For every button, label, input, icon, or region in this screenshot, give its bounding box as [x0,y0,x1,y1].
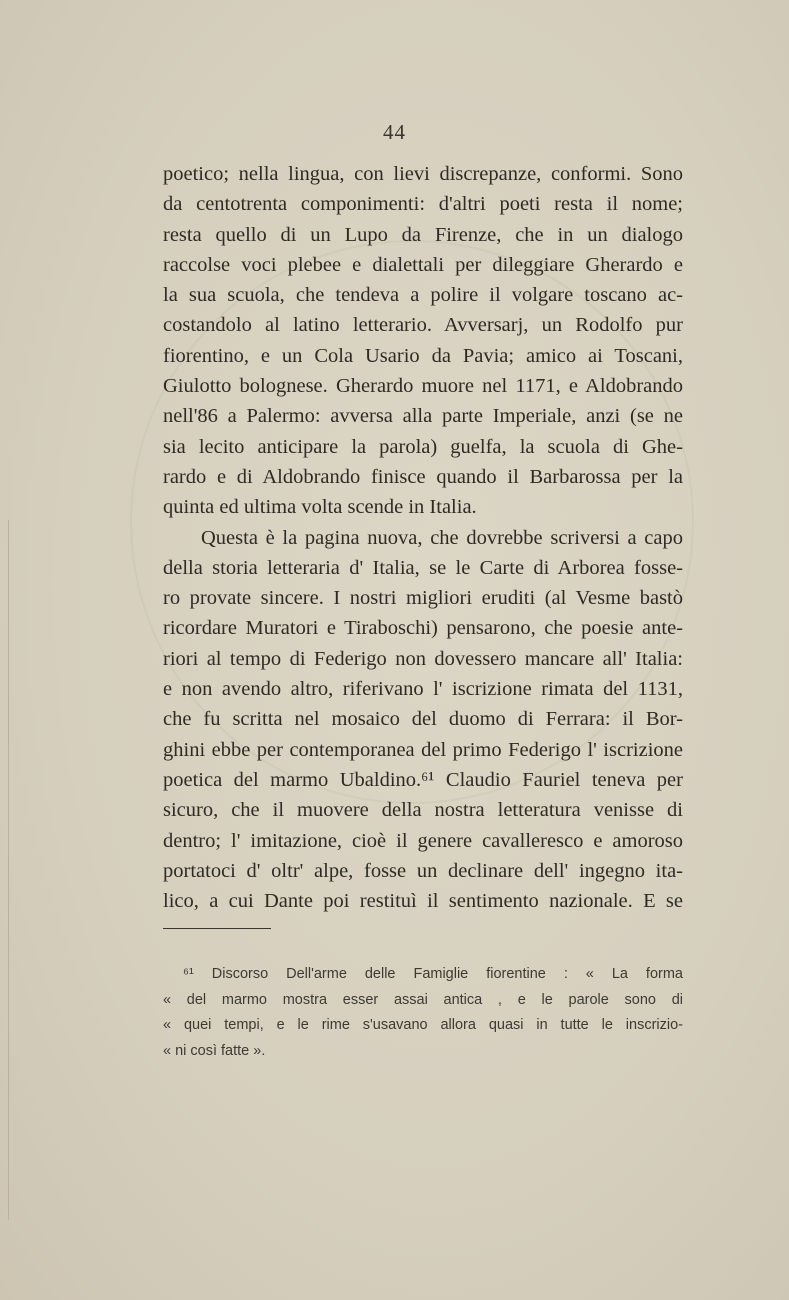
footnote-line: ⁶¹ Discorso Dell'arme delle Famiglie fiorentine : « La forma [183,966,683,982]
text-line: quinta ed ultima volta scende in Italia. [163,496,477,519]
text-line: che fu scritta nel mosaico del duomo di Ferrara: il Bor- [163,708,683,731]
text-line: ghini ebbe per contemporanea del primo Federigo l' iscrizione [163,738,683,761]
text-line: dentro; l' imitazione, cioè il genere cavalleresco e amoroso [163,829,683,852]
text-line: riori al tempo di Federigo non dovessero mancare all' Italia: [163,647,683,670]
text-line: costandolo al latino letterario. Avversarj, un Rodolfo pur [163,314,683,337]
text-line: rardo e di Aldobrando finisce quando il Barbarossa per la [163,465,683,488]
text-line: sia lecito anticipare la parola) guelfa, la scuola di Ghe- [163,435,683,458]
text-line: raccolse voci plebee e dialettali per dileggiare Gherardo e [163,253,683,276]
text-line: sicuro, che il muovere della nostra letteratura venisse di [163,799,683,822]
text-line: ricordare Muratori e Tiraboschi) pensarono, che poesie ante- [163,617,683,640]
text-line: portatoci d' oltr' alpe, fosse un declinare dell' ingegno ita- [163,859,683,882]
text-line: nell'86 a Palermo: avversa alla parte Imperiale, anzi (se ne [163,405,683,428]
text-line: lico, a cui Dante poi restituì il sentimento nazionale. E se [163,890,683,913]
text-line: Giulotto bolognese. Gherardo muore nel 1171, e Aldobrando [163,375,683,398]
footnote-separator [163,928,271,929]
main-text [163,159,683,916]
text-line: poetica del marmo Ubaldino.⁶¹ Claudio Fauriel teneva per [163,768,683,791]
footnote-line: « quei tempi, e le rime s'usavano allora quasi in tutte le inscrizio- [163,1017,683,1033]
page-number: 44 [383,120,406,144]
text-line: da centotrenta componimenti: d'altri poeti resta il nome; [163,193,683,216]
text-line: resta quello di un Lupo da Firenze, che in un dialogo [163,223,683,246]
text-line: fiorentino, e un Cola Usario da Pavia; amico ai Toscani, [163,344,683,367]
text-line: ro provate sincere. I nostri migliori eruditi (al Vesme bastò [163,587,683,610]
footnotes [163,962,683,1064]
text-line: della storia letteraria d' Italia, se le Carte di Arborea fosse- [163,556,683,579]
text-line: poetico; nella lingua, con lievi discrepanze, conformi. Sono [163,163,683,185]
footnote-line: « del marmo mostra esser assai antica , e le parole sono di [163,991,683,1008]
text-line: e non avendo altro, riferivano l' iscrizione rimata del 1131, [163,678,683,701]
text-line: la sua scuola, che tendeva a polire il volgare toscano ac- [163,284,683,307]
page-edge-line [8,520,9,1220]
footnote-line: « ni così fatte ». [163,1042,266,1059]
text-line: Questa è la pagina nuova, che dovrebbe scriversi a capo [201,526,683,549]
